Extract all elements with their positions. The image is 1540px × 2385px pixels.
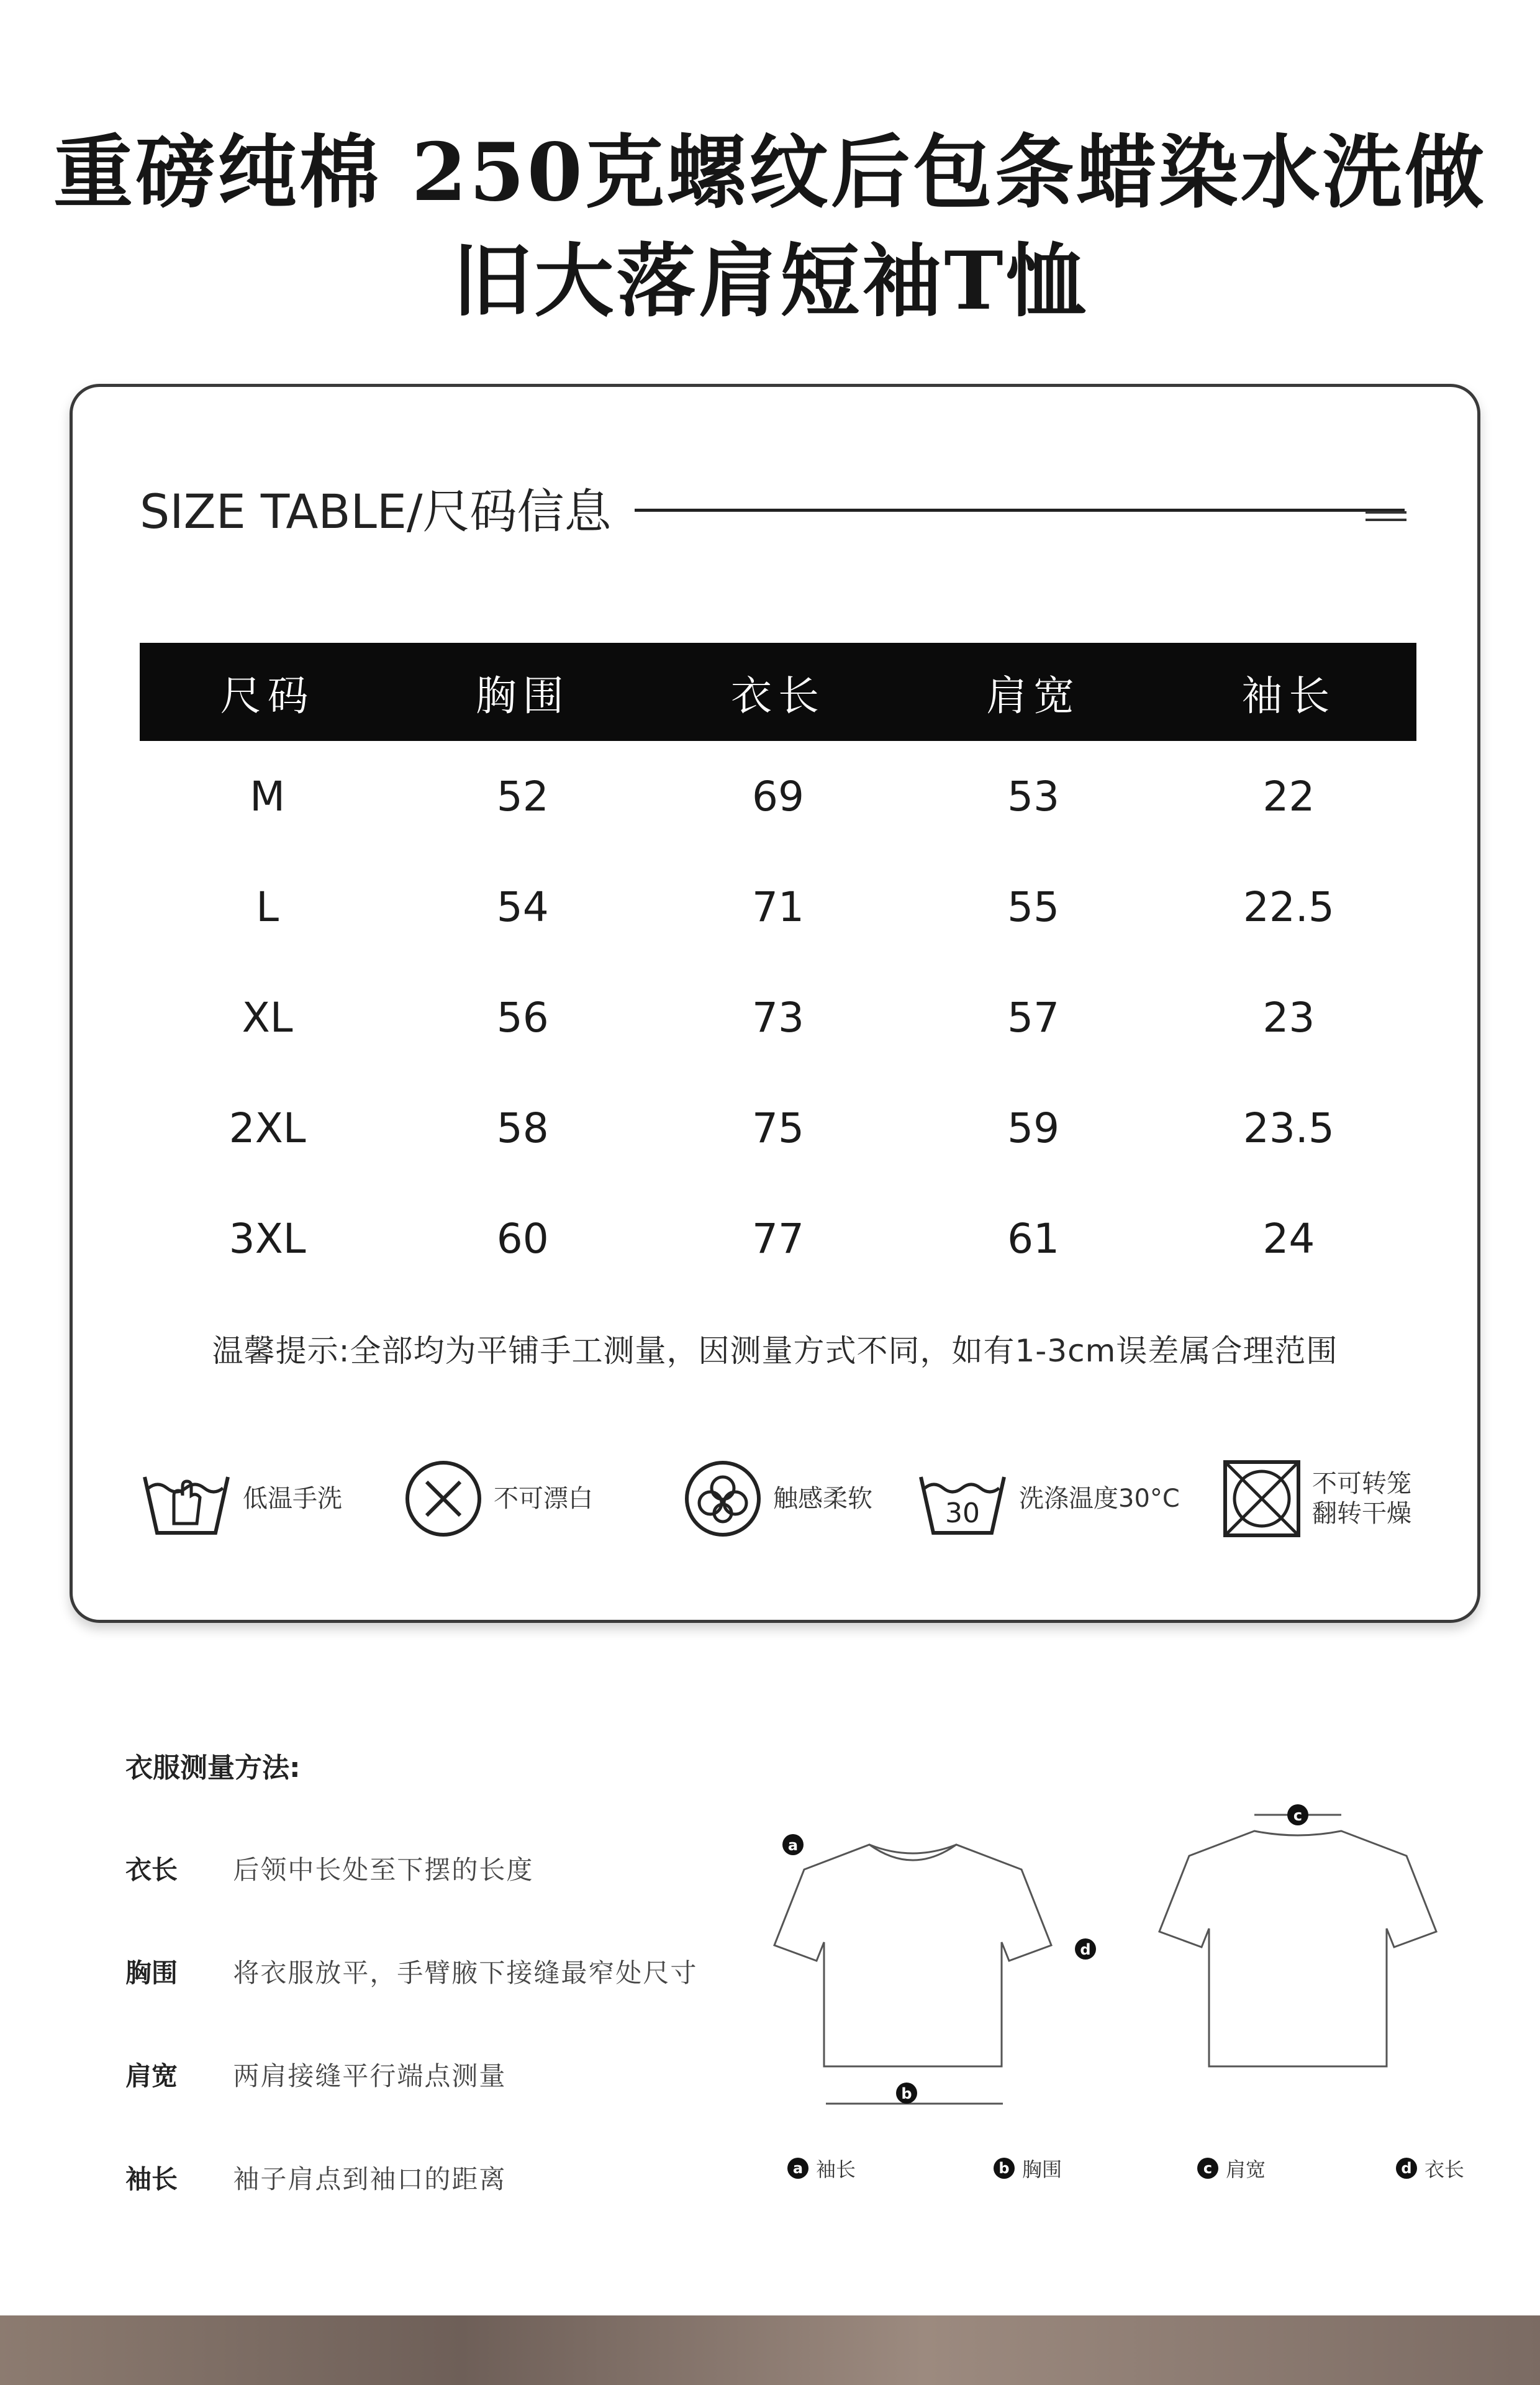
care-hand-wash xyxy=(140,1452,342,1545)
svg-text:a: a xyxy=(787,1837,799,1854)
measure-method-title: 衣服测量方法: xyxy=(125,1752,301,1784)
cell: 53 xyxy=(1007,772,1060,820)
table-row xyxy=(140,962,1416,1073)
wash-temp-value: 30 xyxy=(945,1497,980,1529)
measure-key: 胸围 xyxy=(125,1958,178,1988)
cell: 54 xyxy=(496,883,549,931)
col-sleeve: 袖长 xyxy=(1161,643,1416,741)
legend-c xyxy=(1197,2154,1266,2183)
measure-desc: 后领中长处至下摆的长度 xyxy=(233,1855,534,1885)
no-tumble-line2: 翻转干燥 xyxy=(1312,1499,1411,1528)
cell: M xyxy=(250,772,286,820)
cell: 61 xyxy=(1007,1214,1060,1263)
care-soft xyxy=(682,1452,872,1545)
menu-icon xyxy=(1366,511,1406,536)
no-bleach-label: 不可漂白 xyxy=(494,1484,593,1513)
col-length: 衣长 xyxy=(650,643,905,741)
col-shoulder: 肩宽 xyxy=(906,643,1161,741)
cell: 75 xyxy=(751,1104,804,1152)
svg-text:c: c xyxy=(1293,1807,1303,1824)
marker-a xyxy=(782,1834,804,1855)
care-no-bleach xyxy=(403,1452,593,1545)
legend-marker: c xyxy=(1197,2158,1218,2179)
no-bleach-icon xyxy=(403,1458,484,1539)
legend-marker: d xyxy=(1396,2158,1417,2179)
svg-text:d: d xyxy=(1080,1941,1091,1958)
size-table-heading: SIZE TABLE/尺码信息 xyxy=(140,484,612,539)
cell: 24 xyxy=(1262,1214,1315,1263)
measure-item-sleeve xyxy=(125,2159,506,2196)
legend-b xyxy=(994,2154,1062,2183)
bottom-photo-band xyxy=(0,2315,1540,2385)
marker-d xyxy=(1075,1938,1096,1960)
measure-key: 衣长 xyxy=(125,1855,178,1885)
cell: L xyxy=(256,883,279,931)
wash-temp-label: 洗涤温度30°C xyxy=(1019,1484,1180,1513)
cell: 23.5 xyxy=(1243,1104,1334,1152)
table-row xyxy=(140,741,1416,852)
table-row xyxy=(140,1183,1416,1294)
cell: 55 xyxy=(1007,883,1060,931)
cell: 69 xyxy=(751,772,804,820)
table-row xyxy=(140,852,1416,962)
care-no-tumble xyxy=(1221,1452,1411,1545)
size-card xyxy=(70,384,1480,1623)
hand-wash-icon xyxy=(140,1458,233,1539)
tshirt-diagram xyxy=(745,1789,1478,2124)
cell: 2XL xyxy=(229,1104,306,1152)
cell: 60 xyxy=(496,1214,549,1263)
product-title-line2: 旧大落肩短袖T恤 xyxy=(452,235,1088,328)
legend-label: 袖长 xyxy=(816,2158,856,2181)
marker-b xyxy=(896,2083,917,2104)
measure-desc: 两肩接缝平行端点测量 xyxy=(233,2061,507,2091)
cell: 3XL xyxy=(229,1214,306,1263)
cell: 22.5 xyxy=(1243,883,1334,931)
cell: 23 xyxy=(1262,993,1315,1042)
cell: 57 xyxy=(1007,993,1060,1042)
cell: 22 xyxy=(1262,772,1315,820)
measure-key: 肩宽 xyxy=(125,2061,178,2091)
col-chest: 胸围 xyxy=(395,643,650,741)
tshirt-front-icon xyxy=(774,1845,1051,2066)
legend-a xyxy=(787,2154,856,2183)
legend-label: 衣长 xyxy=(1424,2158,1465,2181)
cell: 73 xyxy=(751,993,804,1042)
col-size: 尺码 xyxy=(140,643,395,741)
tshirt-back-icon xyxy=(1159,1831,1436,2066)
cell: 52 xyxy=(496,772,549,820)
no-tumble-line1: 不可转笼 xyxy=(1312,1470,1411,1498)
wash-temp-icon xyxy=(916,1458,1009,1539)
product-title-line1: 重磅纯棉 250克螺纹后包条蜡染水洗做 xyxy=(53,126,1487,219)
measurement-tip: 温馨提示:全部均为平铺手工测量，因测量方式不同，如有1-3cm误差属合理范围 xyxy=(212,1333,1338,1369)
size-table xyxy=(140,643,1416,1294)
no-tumble-dry-icon xyxy=(1221,1458,1302,1539)
legend-marker: b xyxy=(994,2158,1015,2179)
legend-marker: a xyxy=(787,2158,808,2179)
cell: 71 xyxy=(751,883,804,931)
cell: 58 xyxy=(496,1104,549,1152)
cell: XL xyxy=(242,993,293,1042)
svg-text:b: b xyxy=(901,2085,912,2102)
legend-label: 肩宽 xyxy=(1226,2158,1266,2181)
soft-label: 触感柔软 xyxy=(773,1484,872,1513)
measure-key: 袖长 xyxy=(125,2164,178,2194)
legend-label: 胸围 xyxy=(1022,2158,1062,2181)
care-wash-temp xyxy=(916,1452,1180,1545)
no-tumble-label xyxy=(1312,1469,1411,1529)
marker-c xyxy=(1287,1804,1308,1825)
measure-desc: 将衣服放平，手臂腋下接缝最窄处尺寸 xyxy=(233,1958,698,1988)
measure-desc: 袖子肩点到袖口的距离 xyxy=(233,2164,507,2194)
cell: 59 xyxy=(1007,1104,1060,1152)
cell: 77 xyxy=(751,1214,804,1263)
size-table-header xyxy=(140,643,1416,741)
legend-d xyxy=(1396,2154,1464,2183)
measure-item-length xyxy=(125,1850,533,1887)
measure-item-chest xyxy=(125,1953,697,1990)
cotton-icon xyxy=(682,1458,763,1539)
measure-item-shoulder xyxy=(125,2056,506,2093)
cell: 56 xyxy=(496,993,549,1042)
table-row xyxy=(140,1073,1416,1183)
hand-wash-label: 低温手洗 xyxy=(243,1484,342,1513)
heading-divider xyxy=(635,509,1405,512)
